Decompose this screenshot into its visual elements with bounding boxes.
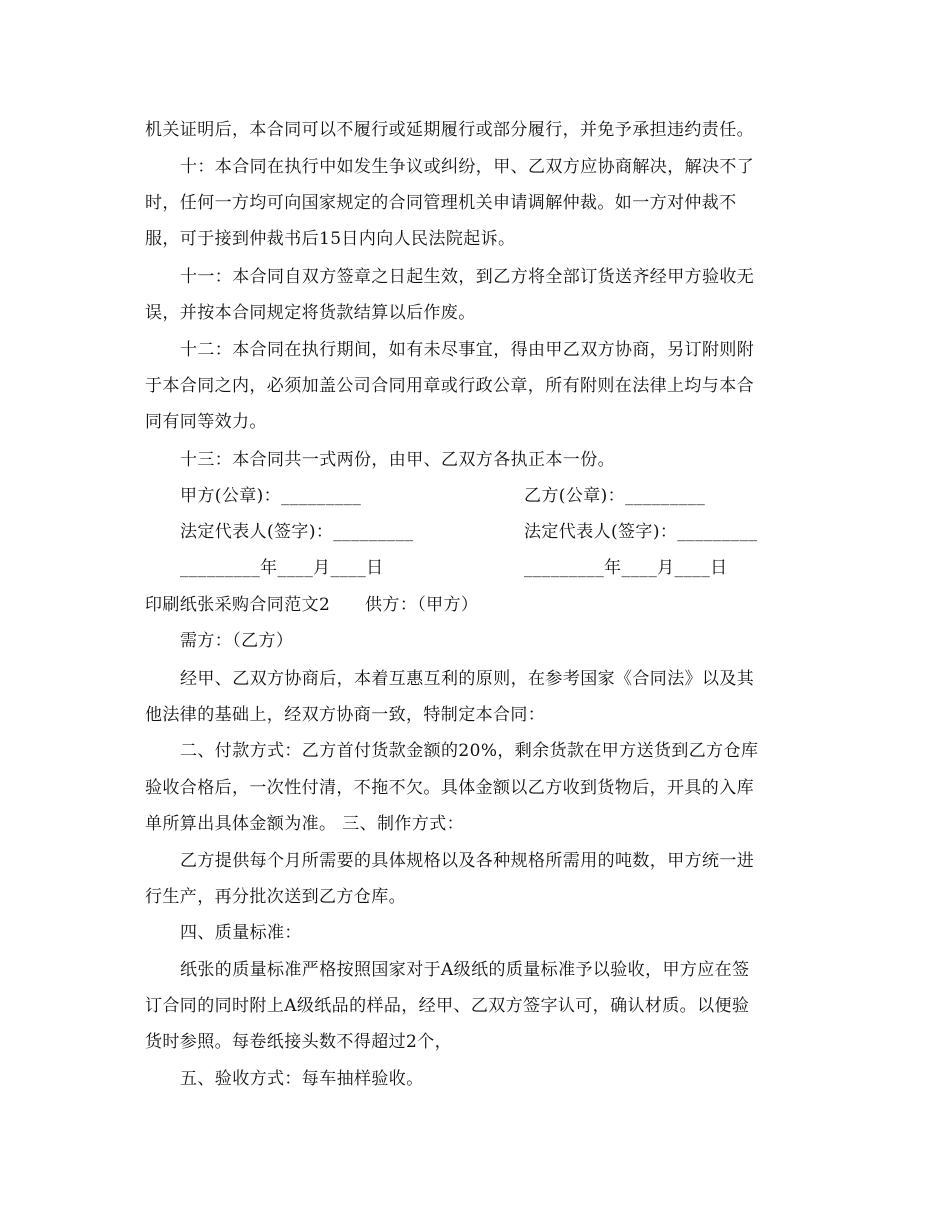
text-line: 误，并按本合同规定将货款结算以后作废。 — [145, 303, 476, 323]
party-a-date: _________年____月____日 — [180, 558, 384, 578]
text-line: 机关证明后，本合同可以不履行或延期履行或部分履行，并免予承担违约责任。 — [145, 120, 754, 140]
party-b-seal: 乙方(公章)：_________ — [524, 486, 706, 506]
text-line: 二、付款方式：乙方首付货款金额的20%，剩余货款在甲方送货到乙方仓库 — [180, 741, 759, 761]
text-line: 货时参照。每卷纸接头数不得超过2个， — [145, 1032, 453, 1052]
text-line: 他法律的基础上，经双方协商一致，特制定本合同： — [145, 705, 546, 725]
text-line: 十二：本合同在执行期间，如有未尽事宜，得由甲乙双方协商，另订附则附 — [180, 340, 755, 360]
text-line: 四、质量标准： — [180, 923, 302, 943]
text-line: 订合同的同时附上A级纸品的样品，经甲、乙双方签字认可，确认材质。以便验 — [145, 996, 750, 1016]
text-line: 服，可于接到仲裁书后15日内向人民法院起诉。 — [145, 229, 516, 249]
text-line: 十三：本合同共一式两份，由甲、乙双方各执正本一份。 — [180, 450, 615, 470]
text-line: 五、验收方式：每车抽样验收。 — [180, 1069, 424, 1089]
text-line: 十一：本合同自双方签章之日起生效，到乙方将全部订货送齐经甲方验收无 — [180, 267, 755, 287]
text-line: 单所算出具体金额为准。 三、制作方式： — [145, 814, 465, 834]
text-line: 十：本合同在执行中如发生争议或纠纷，甲、乙双方应协商解决，解决不了 — [180, 157, 755, 177]
party-a-seal: 甲方(公章)：_________ — [180, 486, 362, 506]
text-line: 需方：（乙方） — [180, 631, 294, 651]
party-b-representative: 法定代表人(签字)：_________ — [524, 522, 758, 542]
text-line: 验收合格后，一次性付清，不拖不欠。具体金额以乙方收到货物后，开具的入库 — [145, 778, 754, 798]
text-line: 经甲、乙双方协商后，本着互惠互利的原则，在参考国家《合同法》以及其 — [180, 669, 755, 689]
text-line: 时，任何一方均可向国家规定的合同管理机关申请调解仲裁。如一方对仲裁不 — [145, 193, 737, 213]
party-a-representative: 法定代表人(签字)：_________ — [180, 522, 414, 542]
section-heading: 印刷纸张采购合同范文2 供方：（甲方） — [145, 595, 479, 615]
text-line: 同有同等效力。 — [145, 412, 267, 432]
text-line: 于本合同之内，必须加盖公司合同用章或行政公章，所有附则在法律上均与本合 — [145, 376, 754, 396]
text-line: 纸张的质量标准严格按照国家对于A级纸的质量标准予以验收，甲方应在签 — [180, 960, 750, 980]
text-line: 乙方提供每个月所需要的具体规格以及各种规格所需用的吨数，甲方统一进 — [180, 851, 755, 871]
party-b-date: _________年____月____日 — [524, 558, 728, 578]
text-line: 行生产，再分批次送到乙方仓库。 — [145, 887, 406, 907]
